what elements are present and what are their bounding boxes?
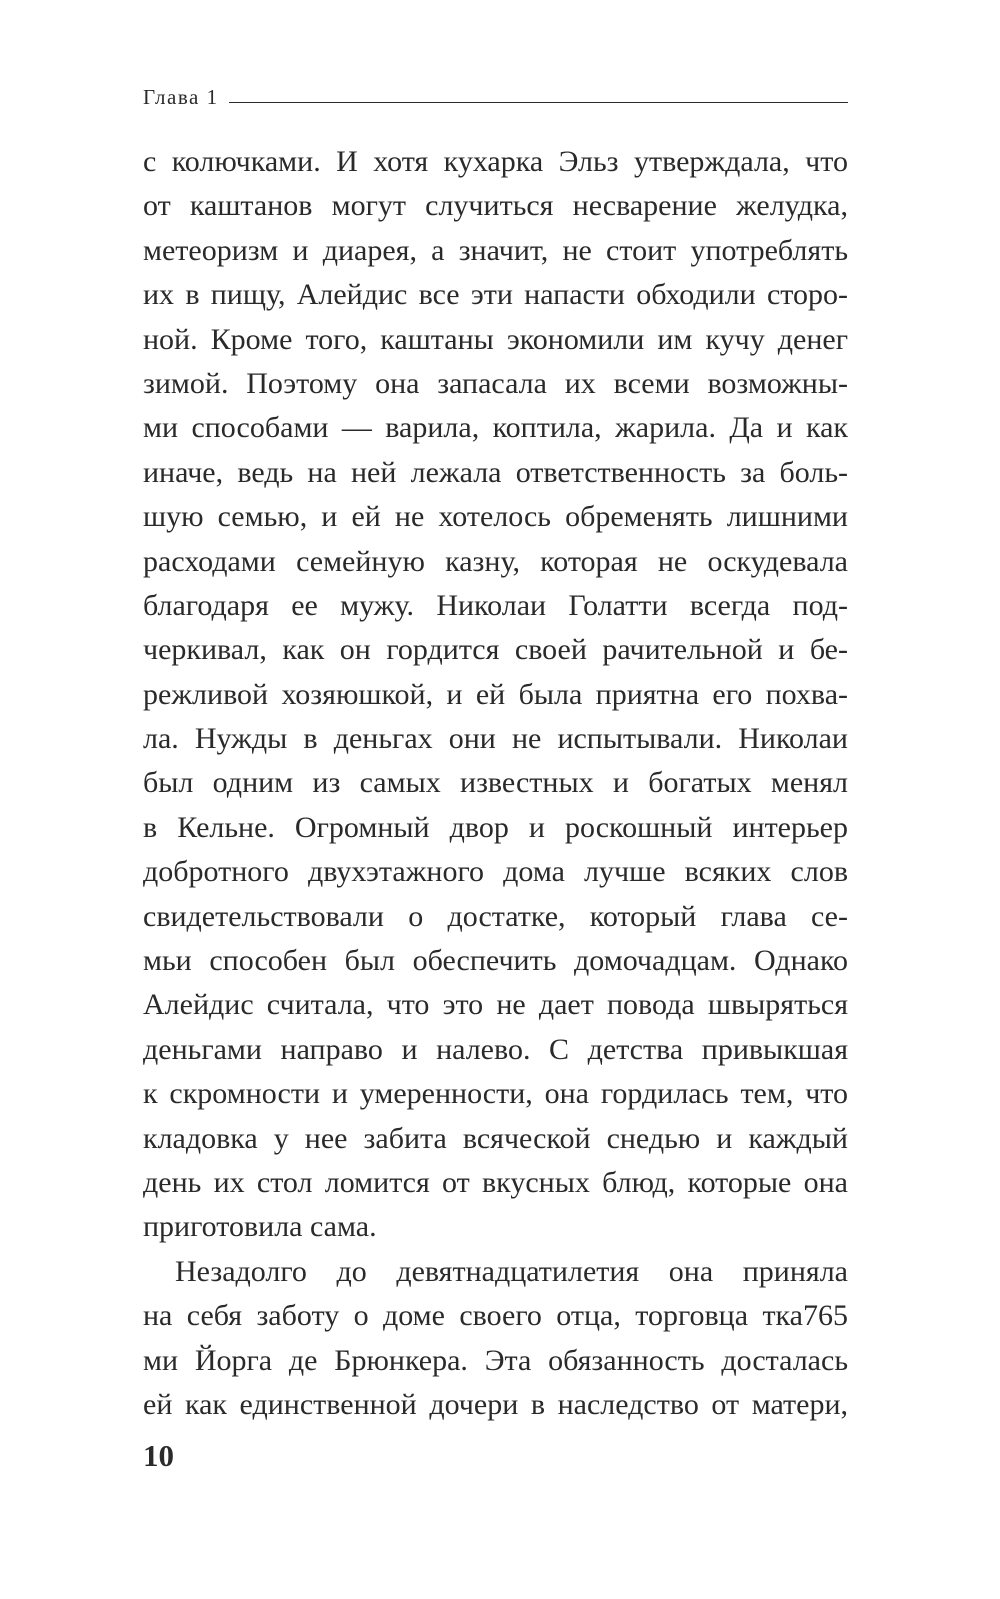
text-line: расходами семейную казну, которая не оскудевала (143, 544, 848, 578)
text-line: ной. Кроме того, каштаны экономили им кучу денег (143, 322, 848, 356)
text-line: деньгами направо и налево. С детства привыкшая (143, 1032, 848, 1066)
text-line: зимой. Поэтому она запасала их всеми возможны- (143, 366, 848, 400)
running-header (143, 78, 848, 108)
text-line: благодаря ее мужу. Николаи Голатти всегда под- (143, 588, 848, 622)
text-line: кладовка у нее забита всяческой снедью и каждый (143, 1121, 848, 1155)
running-head-title: Глава 1 (143, 85, 219, 109)
text-line: день их стол ломится от вкусных блюд, которые она (143, 1165, 848, 1199)
text-line: от каштанов могут случиться несварение желудка, (143, 189, 848, 223)
text-line: в Кельне. Огромный двор и роскошный интерьер (143, 810, 848, 844)
text-line: шую семью, и ей не хотелось обременять лишними (143, 500, 848, 534)
text-line: их в пищу, Алейдис все эти напасти обходили сторо- (143, 278, 848, 312)
text-line: добротного двухэтажного дома лучше всяких слов (143, 855, 848, 889)
text-line: к скромности и умеренности, она гордилась тем, что (143, 1077, 848, 1111)
text-line: свидетельствовали о достатке, который глава се- (143, 899, 848, 933)
text-line: метеоризм и диарея, а значит, не стоит употреблять (143, 233, 848, 267)
text-line-paragraph-end: приготовила сама. (143, 1210, 377, 1244)
page-number: 10 (143, 1438, 174, 1473)
text-line: иначе, ведь на ней лежала ответственность за боль- (143, 455, 848, 489)
text-line: ми Йорга де Брюнкера. Эта обязанность досталась (143, 1343, 848, 1377)
text-line: мьи способен был обеспечить домочадцам. Однако (143, 944, 848, 978)
text-line: был одним из самых известных и богатых менял (143, 766, 848, 800)
header-rule (229, 102, 848, 103)
text-line: с колючками. И хотя кухарка Эльз утверждала, что (143, 145, 848, 178)
text-line: на себя заботу о доме своего отца, торговца тка765 (143, 1299, 848, 1333)
body-text (143, 140, 848, 1427)
text-line: Алейдис считала, что это не дает повода швыряться (143, 988, 848, 1022)
text-line: черкивал, как он гордится своей рачительной и бе- (143, 633, 848, 667)
text-line: ла. Нужды в деньгах они не испытывали. Николаи (143, 722, 848, 756)
text-line: ей как единственной дочери в наследство от матери, (143, 1387, 848, 1421)
text-line: режливой хозяюшкой, и ей была приятна его похва- (143, 677, 848, 711)
text-line-paragraph-start: Незадолго до девятнадцатилетия она приняла (175, 1254, 848, 1288)
text-line: ми способами — варила, коптила, жарила. Да и как (143, 411, 848, 445)
